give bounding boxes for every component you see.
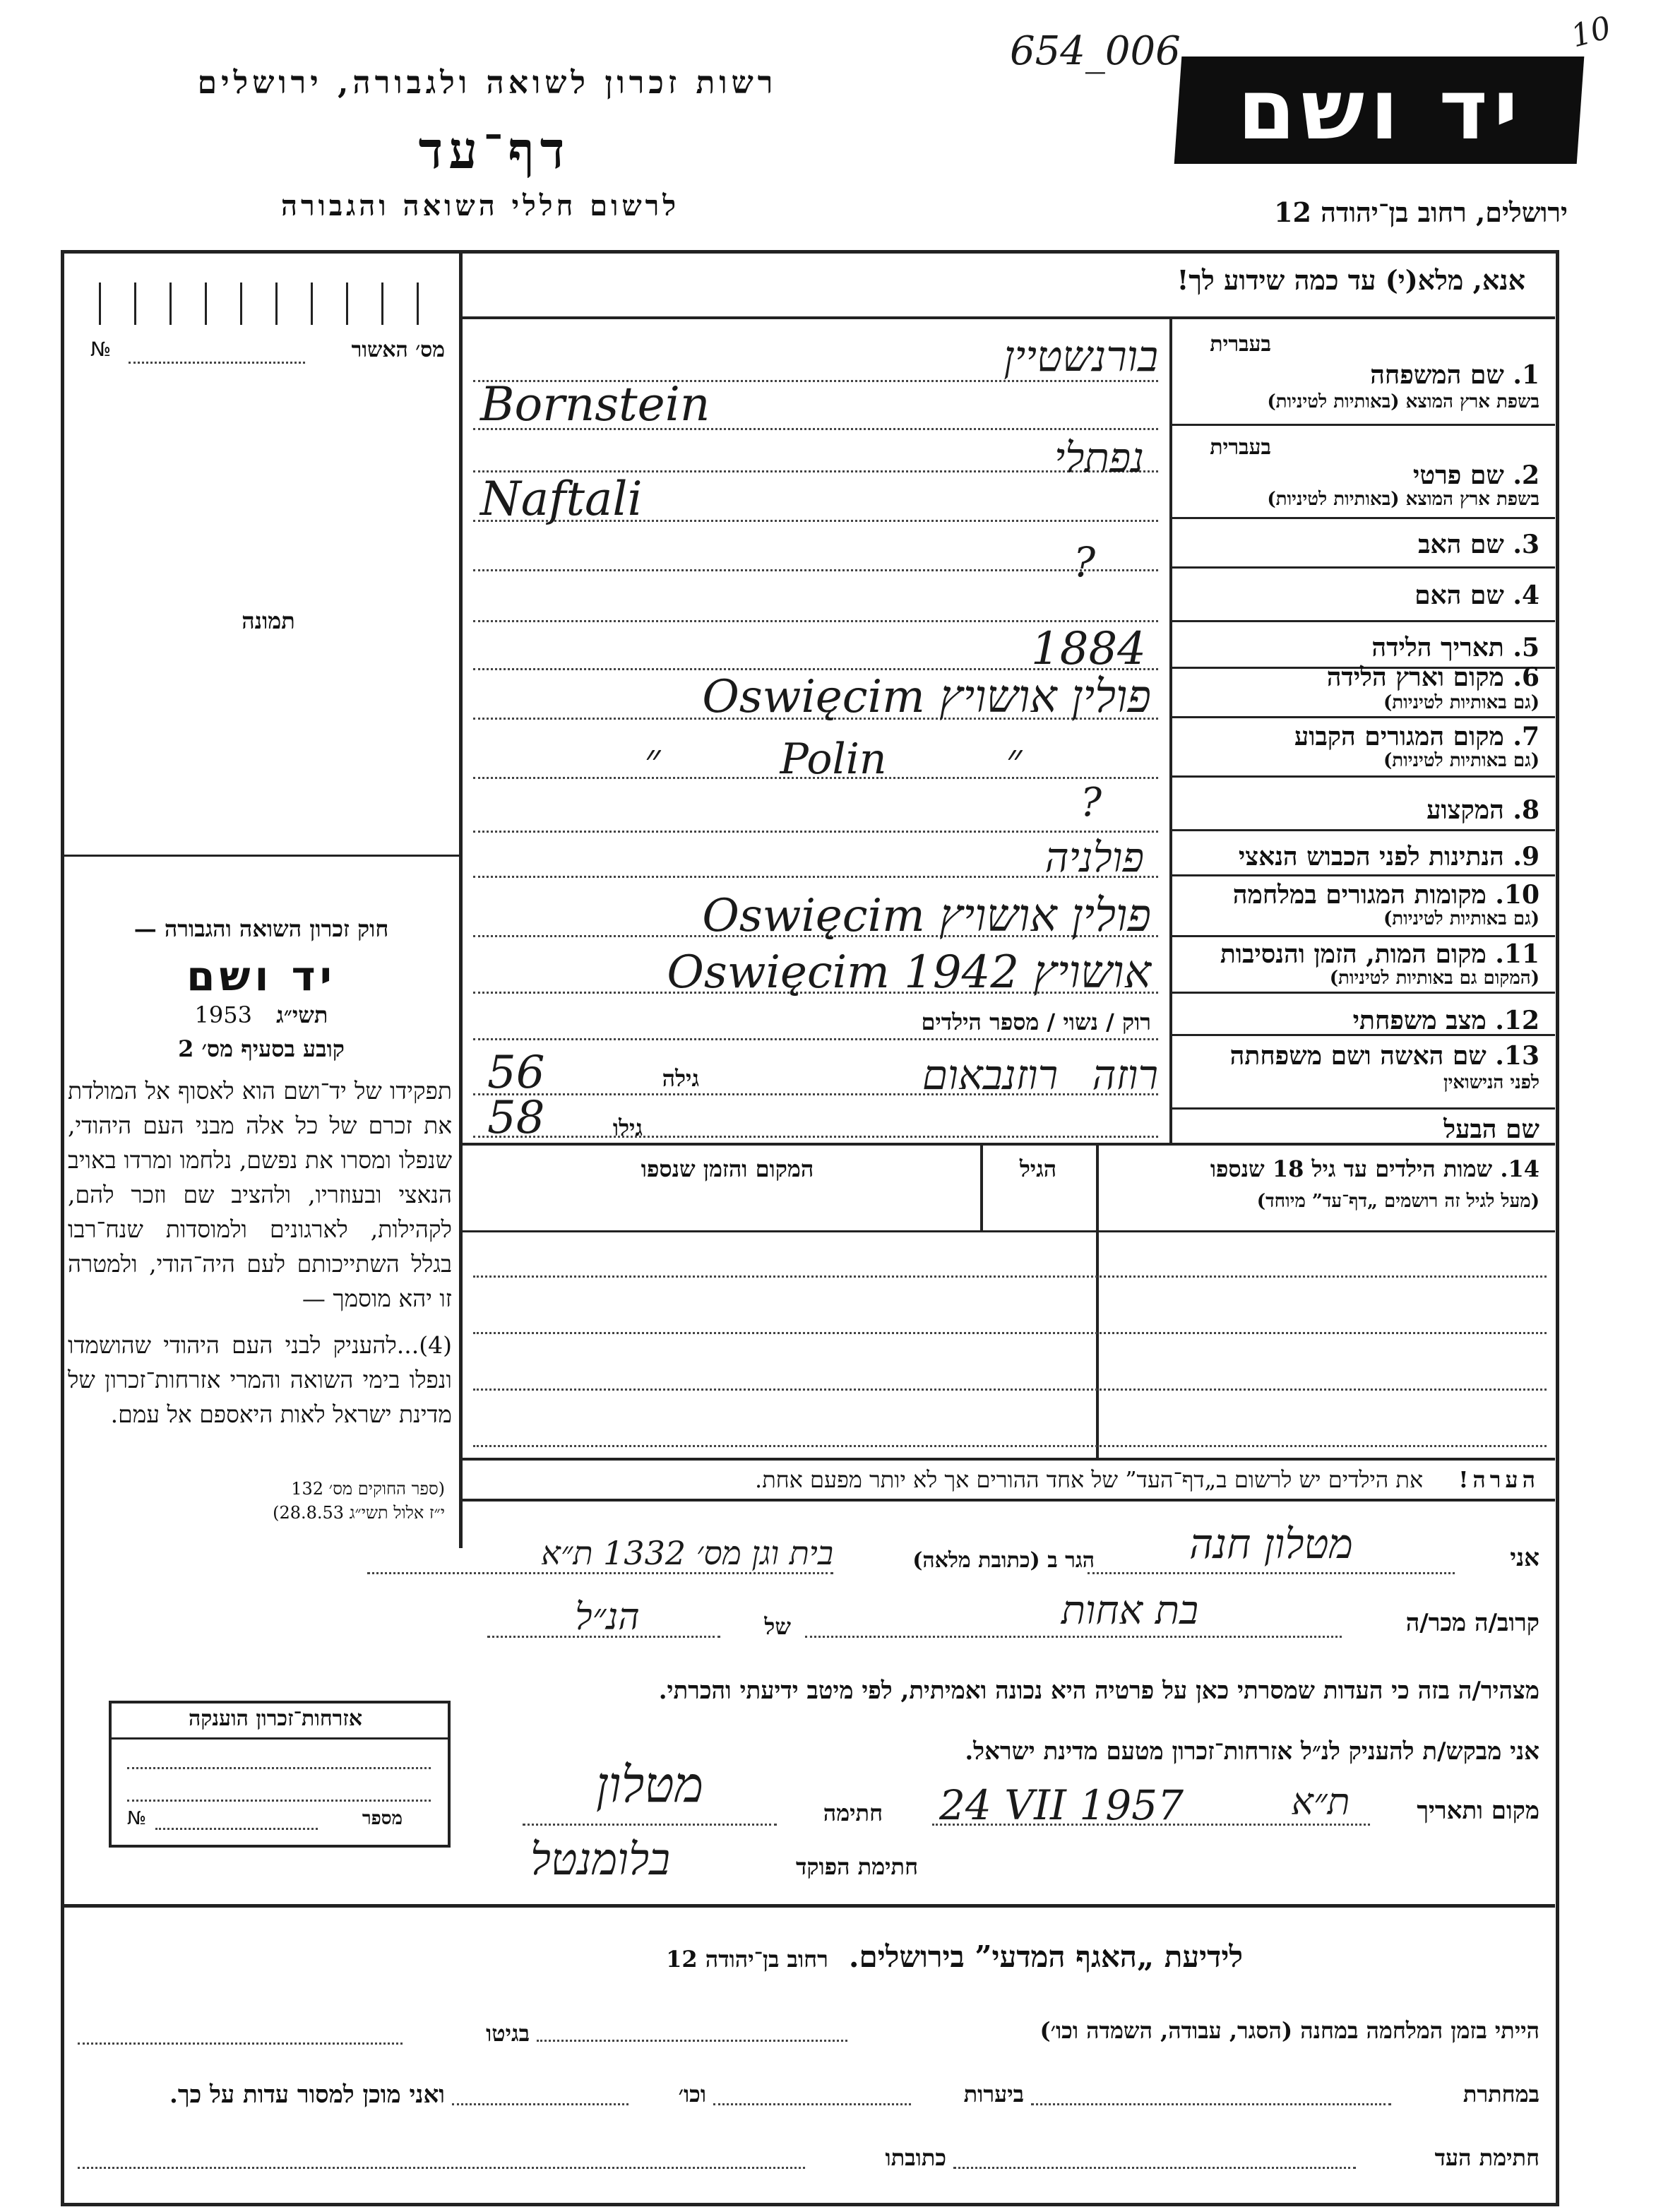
note-bottom-line <box>459 1499 1555 1502</box>
field-11-value: Oswięcim 1942 אושויץ <box>667 946 1151 999</box>
field-13-age: 56 <box>487 1047 545 1099</box>
institution-address: ירושלים, רחוב בן־יהודה 12 <box>1274 196 1568 228</box>
footer-address: רחוב בן־יהודה 12 <box>666 1946 828 1973</box>
place-date-label: מקום ותאריך <box>1417 1797 1539 1825</box>
footer-witness-signature-field[interactable] <box>953 2167 1356 2169</box>
note-text: את הילדים יש לרשום ב„דף־העד” של אחד ההורים אך לא יותר מפעם אחת. <box>755 1466 1424 1493</box>
row-line-6 <box>1172 716 1555 718</box>
children-col-divider-2 <box>1096 1146 1099 1458</box>
field-12-label: 12. מצב משפחתי <box>1352 1006 1539 1035</box>
field-1-value-he: בורנשטיין <box>1003 332 1158 381</box>
field-13-age-label: גילה <box>662 1065 699 1092</box>
row-line-8 <box>1172 829 1555 831</box>
field-11-label: 11. מקום המות, הזמן והנסיבות <box>1220 939 1539 969</box>
citizenship-number-field[interactable] <box>155 1828 318 1830</box>
field-10-label: 10. מקומות המגורים במלחמה <box>1232 880 1539 910</box>
photo-area-bottom <box>64 855 459 857</box>
law-reference-2: י״ז אלול תשי״ג 28.8.53) <box>273 1503 445 1523</box>
law-year: 1953 <box>194 1001 252 1028</box>
place-value: ת״א <box>1291 1781 1350 1824</box>
field-5-label-text: תאריך הלידה <box>1371 633 1504 662</box>
field-3-label: 3. שם האב <box>1418 530 1539 559</box>
field-3-label-text: שם האב <box>1418 530 1504 559</box>
field-1-value-latin: Bornstein <box>480 377 710 432</box>
row-line-10 <box>1172 935 1555 937</box>
footer-heading-row <box>494 1939 1243 1975</box>
children-row-4[interactable] <box>473 1445 1547 1447</box>
row-line-11 <box>1172 992 1555 994</box>
children-label-text: שמות הילדים עד גיל 18 שנספו <box>1210 1155 1493 1182</box>
law-reference-1: (ספר החוקים מס׳ 132 <box>291 1479 445 1499</box>
field-2-value-he: נפתלי <box>1054 434 1144 482</box>
field-6-sub: (גם באותיות לטיניות) <box>1383 692 1539 713</box>
law-name: יד ושם <box>186 952 336 1000</box>
field-12-value: רוק / נשוי / מספר הילדים <box>921 1009 1151 1035</box>
children-row-3[interactable] <box>473 1389 1547 1391</box>
value-line-8[interactable] <box>473 831 1158 833</box>
citizenship-box-title-line <box>112 1737 448 1740</box>
signature-label: חתימה <box>823 1800 883 1826</box>
field-8-label-text: המקצוע <box>1426 795 1504 825</box>
left-column-divider <box>459 250 463 1548</box>
row-line-13 <box>1172 1107 1555 1110</box>
row-line-7 <box>1172 775 1555 778</box>
footer-forests-field[interactable] <box>713 2103 911 2105</box>
footer-witness-address-field[interactable] <box>78 2167 805 2169</box>
citizenship-box-title: אזרחות־זכרון הוענקה <box>188 1706 363 1731</box>
note-top-line <box>459 1458 1555 1461</box>
children-col-age: הגיל <box>1019 1155 1057 1182</box>
husband-age: 58 <box>487 1092 545 1144</box>
declaration-statement: מצהיר/ה בזה כי העדות שמסרתי כאן על פרטיה היא נכונה ואמיתית, לפי מיטב ידיעתי והכרתי. <box>658 1677 1539 1705</box>
field-7-label-text: מקום המגורים הקבוע <box>1294 722 1504 751</box>
field-2-value-latin: Naftali <box>480 472 643 526</box>
field-7-value: ״ Polin ״ <box>644 735 1023 784</box>
citizenship-number-label: מספר <box>362 1808 403 1829</box>
footer-line3-a: חתימת העד <box>1434 2144 1539 2171</box>
value-line-4[interactable] <box>473 620 1158 622</box>
row-line-1 <box>1172 424 1555 426</box>
address-field[interactable] <box>367 1572 833 1574</box>
footer-line2-d: ואני מוכן למסור עדות על כך. <box>169 2081 445 2109</box>
date-value: 24 VII 1957 <box>939 1781 1184 1829</box>
field-4-label-text: שם האם <box>1414 581 1504 610</box>
field-1-label: 1. שם המשפחה <box>1370 360 1539 390</box>
relation-value: בת אחות <box>1061 1588 1199 1634</box>
field-2-label-text: שם פרטי <box>1412 460 1504 490</box>
declaration-request: אני מבקש/ת להעניק לנ״ל אזרחות־זכרון מטעם מדינת ישראל. <box>965 1737 1539 1766</box>
citizenship-no-sign: № <box>127 1808 147 1829</box>
labels-column-divider <box>1169 319 1172 1143</box>
field-10-sub: (גם באותיות לטיניות) <box>1383 908 1539 929</box>
field-6-label: 6. מקום וארץ הלידה <box>1326 662 1539 692</box>
children-row-1[interactable] <box>473 1276 1547 1278</box>
of-value: הנ״ל <box>575 1596 640 1639</box>
children-col-divider-1 <box>980 1146 983 1230</box>
law-heading: חוק זכרון השואה והגבורה — <box>133 915 389 942</box>
field-2-sub: בשפת ארץ המוצא (באותיות לטיניות) <box>1267 489 1539 510</box>
declarant-field[interactable] <box>1088 1572 1455 1574</box>
children-label: 14. שמות הילדים עד גיל 18 שנספו <box>1210 1155 1539 1182</box>
footer-line2-b: ביערות <box>963 2081 1024 2107</box>
address-value: בית וגן מס׳ 1332 ת״א <box>541 1534 833 1572</box>
field-8-value: ? <box>1080 780 1102 826</box>
value-line-3[interactable] <box>473 569 1158 571</box>
instruction: אנא, מלא(י) עד כמה שידוע לך! <box>1177 264 1525 296</box>
law-clause: קובע בסעיף מס׳ 2 <box>178 1035 345 1062</box>
footer-ghetto-field[interactable] <box>78 2042 403 2045</box>
field-1-label-text: שם המשפחה <box>1370 360 1504 390</box>
signature-field[interactable] <box>523 1824 777 1826</box>
law-year-he: תשי״ג <box>276 1001 328 1028</box>
field-9-value: פולניה <box>1044 833 1144 881</box>
field-4-label: 4. שם האם <box>1414 581 1539 610</box>
footer-other-field[interactable] <box>452 2103 629 2105</box>
husband-age-label: גילו <box>612 1114 643 1141</box>
field-13-value: רוזה רוזנבאום <box>922 1051 1158 1099</box>
field-11-label-text: מקום המות, הזמן והנסיבות <box>1220 939 1487 969</box>
field-13-label: 13. שם האשה ושם משפחתה <box>1229 1041 1539 1071</box>
field-10-value: Oswięcim פולין אושויץ <box>702 890 1151 942</box>
field-13-label-text: שם האשה ושם משפחתה <box>1229 1041 1487 1071</box>
footer-line1-b: בגיטו <box>486 2020 530 2047</box>
of-label: של <box>764 1613 791 1640</box>
field-5-value: 1884 <box>1031 623 1146 675</box>
husband-label: שם הבעל <box>1443 1114 1539 1144</box>
field-12-label-text: מצב משפחתי <box>1352 1006 1487 1035</box>
law-text-clause-4: (4)...להעניק לבני העם היהודי שהושמדו ונפלו בימי השואה והמרי אזרחות־זכרון של מדינת ישראל לאות היאספם אל עמם. <box>68 1331 452 1428</box>
field-11-sub: (המקום גם באותיות לטיניות) <box>1329 968 1539 989</box>
footer-line2-c: וכו׳ <box>678 2081 706 2107</box>
field-1-tag: בעברית <box>1210 332 1271 357</box>
row-line-4 <box>1172 620 1555 622</box>
field-3-value: ? <box>1073 538 1096 586</box>
citizenship-line-2[interactable] <box>127 1800 431 1802</box>
declarant-name: מטלון חנה <box>1189 1520 1353 1568</box>
note-label: הערה! <box>1458 1466 1539 1493</box>
children-row-2[interactable] <box>473 1332 1547 1334</box>
footer-line3-b: כתובתו <box>885 2144 946 2171</box>
field-7-sub: (גם באותיות לטיניות) <box>1383 750 1539 771</box>
institution-name: רשות זכרון לשואה ולגבורה, ירושלים <box>197 65 778 101</box>
clerk-signature-value: בלומנטל <box>530 1833 671 1885</box>
logo-text: יד ושם <box>1237 61 1524 158</box>
note-row <box>473 1466 1539 1493</box>
field-6-label-text: מקום וארץ הלידה <box>1326 662 1504 692</box>
footer-divider <box>61 1904 1555 1908</box>
address-label: הגר ב (כתובת מלאה) <box>912 1548 1095 1573</box>
archive-number: 654_006 <box>1010 28 1181 74</box>
field-6-value: Oswięcim פולין אושויץ <box>702 671 1151 723</box>
field-5-label: 5. תאריך הלידה <box>1371 633 1539 662</box>
signature-value: מטלון <box>595 1756 704 1814</box>
declaration-i-label: אני <box>1510 1544 1539 1572</box>
field-8-label: 8. המקצוע <box>1426 795 1539 825</box>
approval-number-field[interactable] <box>129 362 305 364</box>
photo-label: תמונה <box>242 607 295 634</box>
law-year-row <box>78 1001 445 1028</box>
header-divider <box>459 316 1555 319</box>
footer-camp-field[interactable] <box>537 2040 847 2042</box>
field-9-label: 9. הנתינות לפני הכבוש הנאצי <box>1238 842 1539 872</box>
law-text: תפקידו של יד־ושם הוא לאסוף אל המולדת את זכרם של כל אלה מבני העם היהודי, שנפלו ומסרו את נפשם, נלחמו ומרדו באויב הנאצי ובעוזריו, ולהציב שם וזכר להם, לקהילות, לארגונים ולמוסדות שנח־רבו בגלל השתייכותם לעם היה־הודי, ולמטרה זו יהא מוסמך — <box>68 1077 452 1312</box>
children-header-line <box>463 1230 1555 1232</box>
relative-label: קרוב/ה מכר/ה <box>1405 1609 1539 1637</box>
form-subtitle: לרשום חללי השואה והגבורה <box>280 189 680 222</box>
form-title: דף־עד <box>418 120 571 180</box>
field-9-label-text: הנתינות לפני הכבוש הנאצי <box>1238 842 1504 872</box>
row-line-3 <box>1172 566 1555 569</box>
citizenship-line-1[interactable] <box>127 1767 431 1769</box>
footer-underground-field[interactable] <box>1031 2103 1391 2105</box>
row-line-2 <box>1172 517 1555 519</box>
ticks-row <box>99 283 431 325</box>
clerk-signature-label: חתימת הפוקד <box>796 1853 918 1880</box>
corner-mark: 10 <box>1567 9 1615 55</box>
value-line-12[interactable] <box>473 1038 1158 1040</box>
row-line-9 <box>1172 874 1555 876</box>
footer-line2-a: במחתרת <box>1463 2081 1539 2107</box>
field-2-tag: בעברית <box>1210 435 1271 460</box>
field-2-label: 2. שם פרטי <box>1412 460 1539 490</box>
relation-field[interactable] <box>805 1636 1342 1638</box>
footer-heading: לידיעת „האגף המדעי” בירושלים. <box>848 1939 1243 1974</box>
field-13-sub: לפני הנישואין <box>1443 1072 1539 1093</box>
children-col-place: המקום והזמן שנספו <box>641 1155 814 1182</box>
approval-no-sign: № <box>90 338 112 361</box>
field-10-label-text: מקומות המגורים במלחמה <box>1232 880 1487 910</box>
field-7-label: 7. מקום המגורים הקבוע <box>1294 722 1539 751</box>
approval-number-label: מס׳ האשור <box>351 338 445 362</box>
children-sub: (מעל לגיל זה רושמים „דף־עד” מיוחד) <box>1256 1191 1539 1212</box>
footer-line1-a: הייתי בזמן המלחמה במחנה (הסגר, עבודה, השמדה וכו׳) <box>1040 2017 1539 2044</box>
field-1-sub: בשפת ארץ המוצא (באותיות לטיניות) <box>1267 391 1539 412</box>
